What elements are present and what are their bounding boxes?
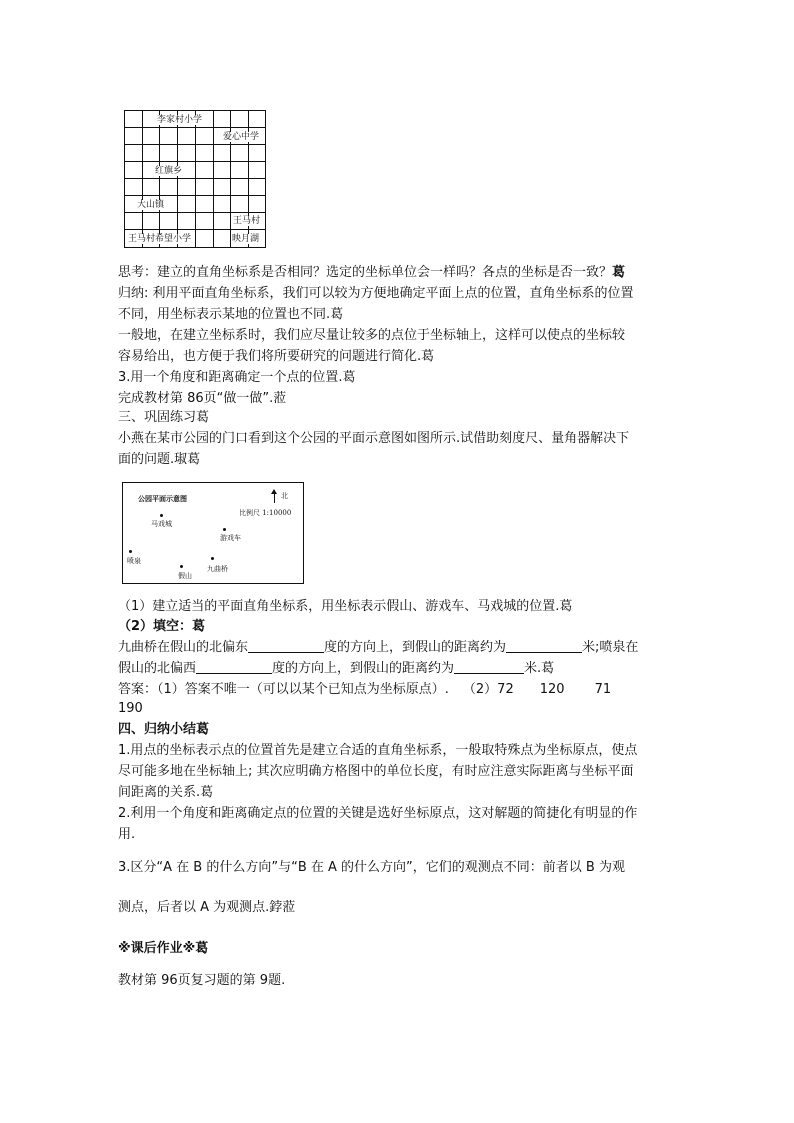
general-line-1: 一般地，在建立坐标系时，我们应尽量让较多的点位于坐标轴上，这样可以使点的坐标较: [118, 328, 626, 343]
section-4-heading: 四、归纳小结葛: [118, 722, 210, 737]
summary-point-1-a: 1.用点的坐标表示点的位置首先是建立合适的直角坐标系，一般取特殊点为坐标原点，使点: [118, 743, 638, 758]
ride-car-label: 游戏车: [220, 534, 241, 542]
north-label: 北: [281, 492, 288, 500]
place-lijiacun-school: 李家村小学: [157, 115, 203, 125]
rockery-dot: [180, 565, 183, 568]
park-map-figure: [122, 482, 304, 584]
scale-label: 比例尺 1:10000: [239, 509, 292, 517]
jiuqu-bridge-dot: [211, 557, 214, 560]
place-hongqi-township: 红旗乡: [155, 166, 183, 176]
circus-dot: [160, 514, 163, 517]
place-dashan-town: 大山镇: [137, 200, 165, 210]
fill-line-1: 九曲桥在假山的北偏东 度的方向上，到假山的距离约为 米;喷泉在: [118, 640, 639, 655]
think-question: 思考：建立的直角坐标系是否相同？选定的坐标单位会一样吗？各点的坐标是否一致？葛: [118, 265, 626, 280]
summary-point-1-c: 间距离的关系.葛: [118, 785, 214, 800]
summary-line-1: 归纳: 利用平面直角坐标系，我们可以较为方便地确定平面上点的位置，直角坐标系的位置: [118, 286, 634, 301]
textbook-task: 完成教材第 86页“做一做”.蒞: [118, 391, 287, 406]
summary-point-3-a: 3.区分“A 在 B 的什么方向”与“B 在 A 的什么方向”，它们的观测点不同：前者以 B 为观: [118, 860, 625, 875]
item-3: 3.用一个角度和距离确定一个点的位置.葛: [118, 370, 356, 385]
summary-point-2-b: 用.: [118, 827, 136, 842]
summary-point-1-b: 尽可能多地在坐标轴上; 其次应明确方格图中的单位长度，有时应注意实际距离与坐标平面: [118, 764, 634, 779]
place-yingyue-lake: 映月湖: [232, 234, 260, 244]
ride-car-dot: [223, 528, 226, 531]
park-map-title: 公园平面示意图: [138, 495, 187, 503]
question-1: （1）建立适当的平面直角坐标系，用坐标表示假山、游戏车、马戏城的位置.葛: [118, 599, 573, 614]
jiuqu-bridge-label: 九曲桥: [207, 565, 228, 573]
blank-2: [506, 639, 582, 653]
homework-text: 教材第 96页复习题的第 9题.: [118, 973, 286, 988]
answer-line: 答案：（1）答案不唯一（可以以某个已知点为坐标原点）. （2）72 120 71: [118, 682, 612, 697]
place-wangma-hope-school: 王马村希望小学: [128, 234, 192, 244]
blank-3: [196, 660, 272, 674]
fountain-dot: [129, 550, 132, 553]
grid-lines: [124, 110, 266, 248]
north-arrow-shaft: [274, 491, 275, 503]
general-line-2: 容易给出，也方便于我们将所要研究的问题进行简化.葛: [118, 349, 435, 364]
summary-point-3-b: 测点，后者以 A 为观测点.鋍蒞: [118, 900, 296, 915]
blank-1: [248, 639, 324, 653]
problem-line-2: 面的问题.琡葛: [118, 452, 201, 467]
answer-line-2: 190: [118, 701, 143, 716]
blank-4: [454, 660, 524, 674]
problem-line-1: 小燕在某市公园的门口看到这个公园的平面示意图如图所示.试借助刻度尺、量角器解决下: [118, 431, 630, 446]
place-aixin-school: 爱心中学: [223, 132, 260, 142]
place-wangma-village: 王马村: [233, 216, 261, 226]
circus-label: 马戏城: [151, 520, 172, 528]
homework-heading: ※课后作业※葛: [118, 941, 209, 956]
rockery-label: 假山: [178, 572, 192, 580]
question-2: （2）填空：葛: [118, 619, 206, 634]
grid-map-figure: [124, 110, 266, 248]
fill-line-2: 假山的北偏西 度的方向上，到假山的距离约为 米.葛: [118, 661, 555, 676]
section-3-heading: 三、巩固练习葛: [118, 410, 210, 425]
summary-point-2-a: 2.利用一个角度和距离确定点的位置的关键是选好坐标原点，这对解题的简捷化有明显的作: [118, 806, 638, 821]
fountain-label: 喷泉: [127, 557, 141, 565]
summary-line-2: 不同，用坐标表示某地的位置也不同.葛: [118, 307, 344, 322]
